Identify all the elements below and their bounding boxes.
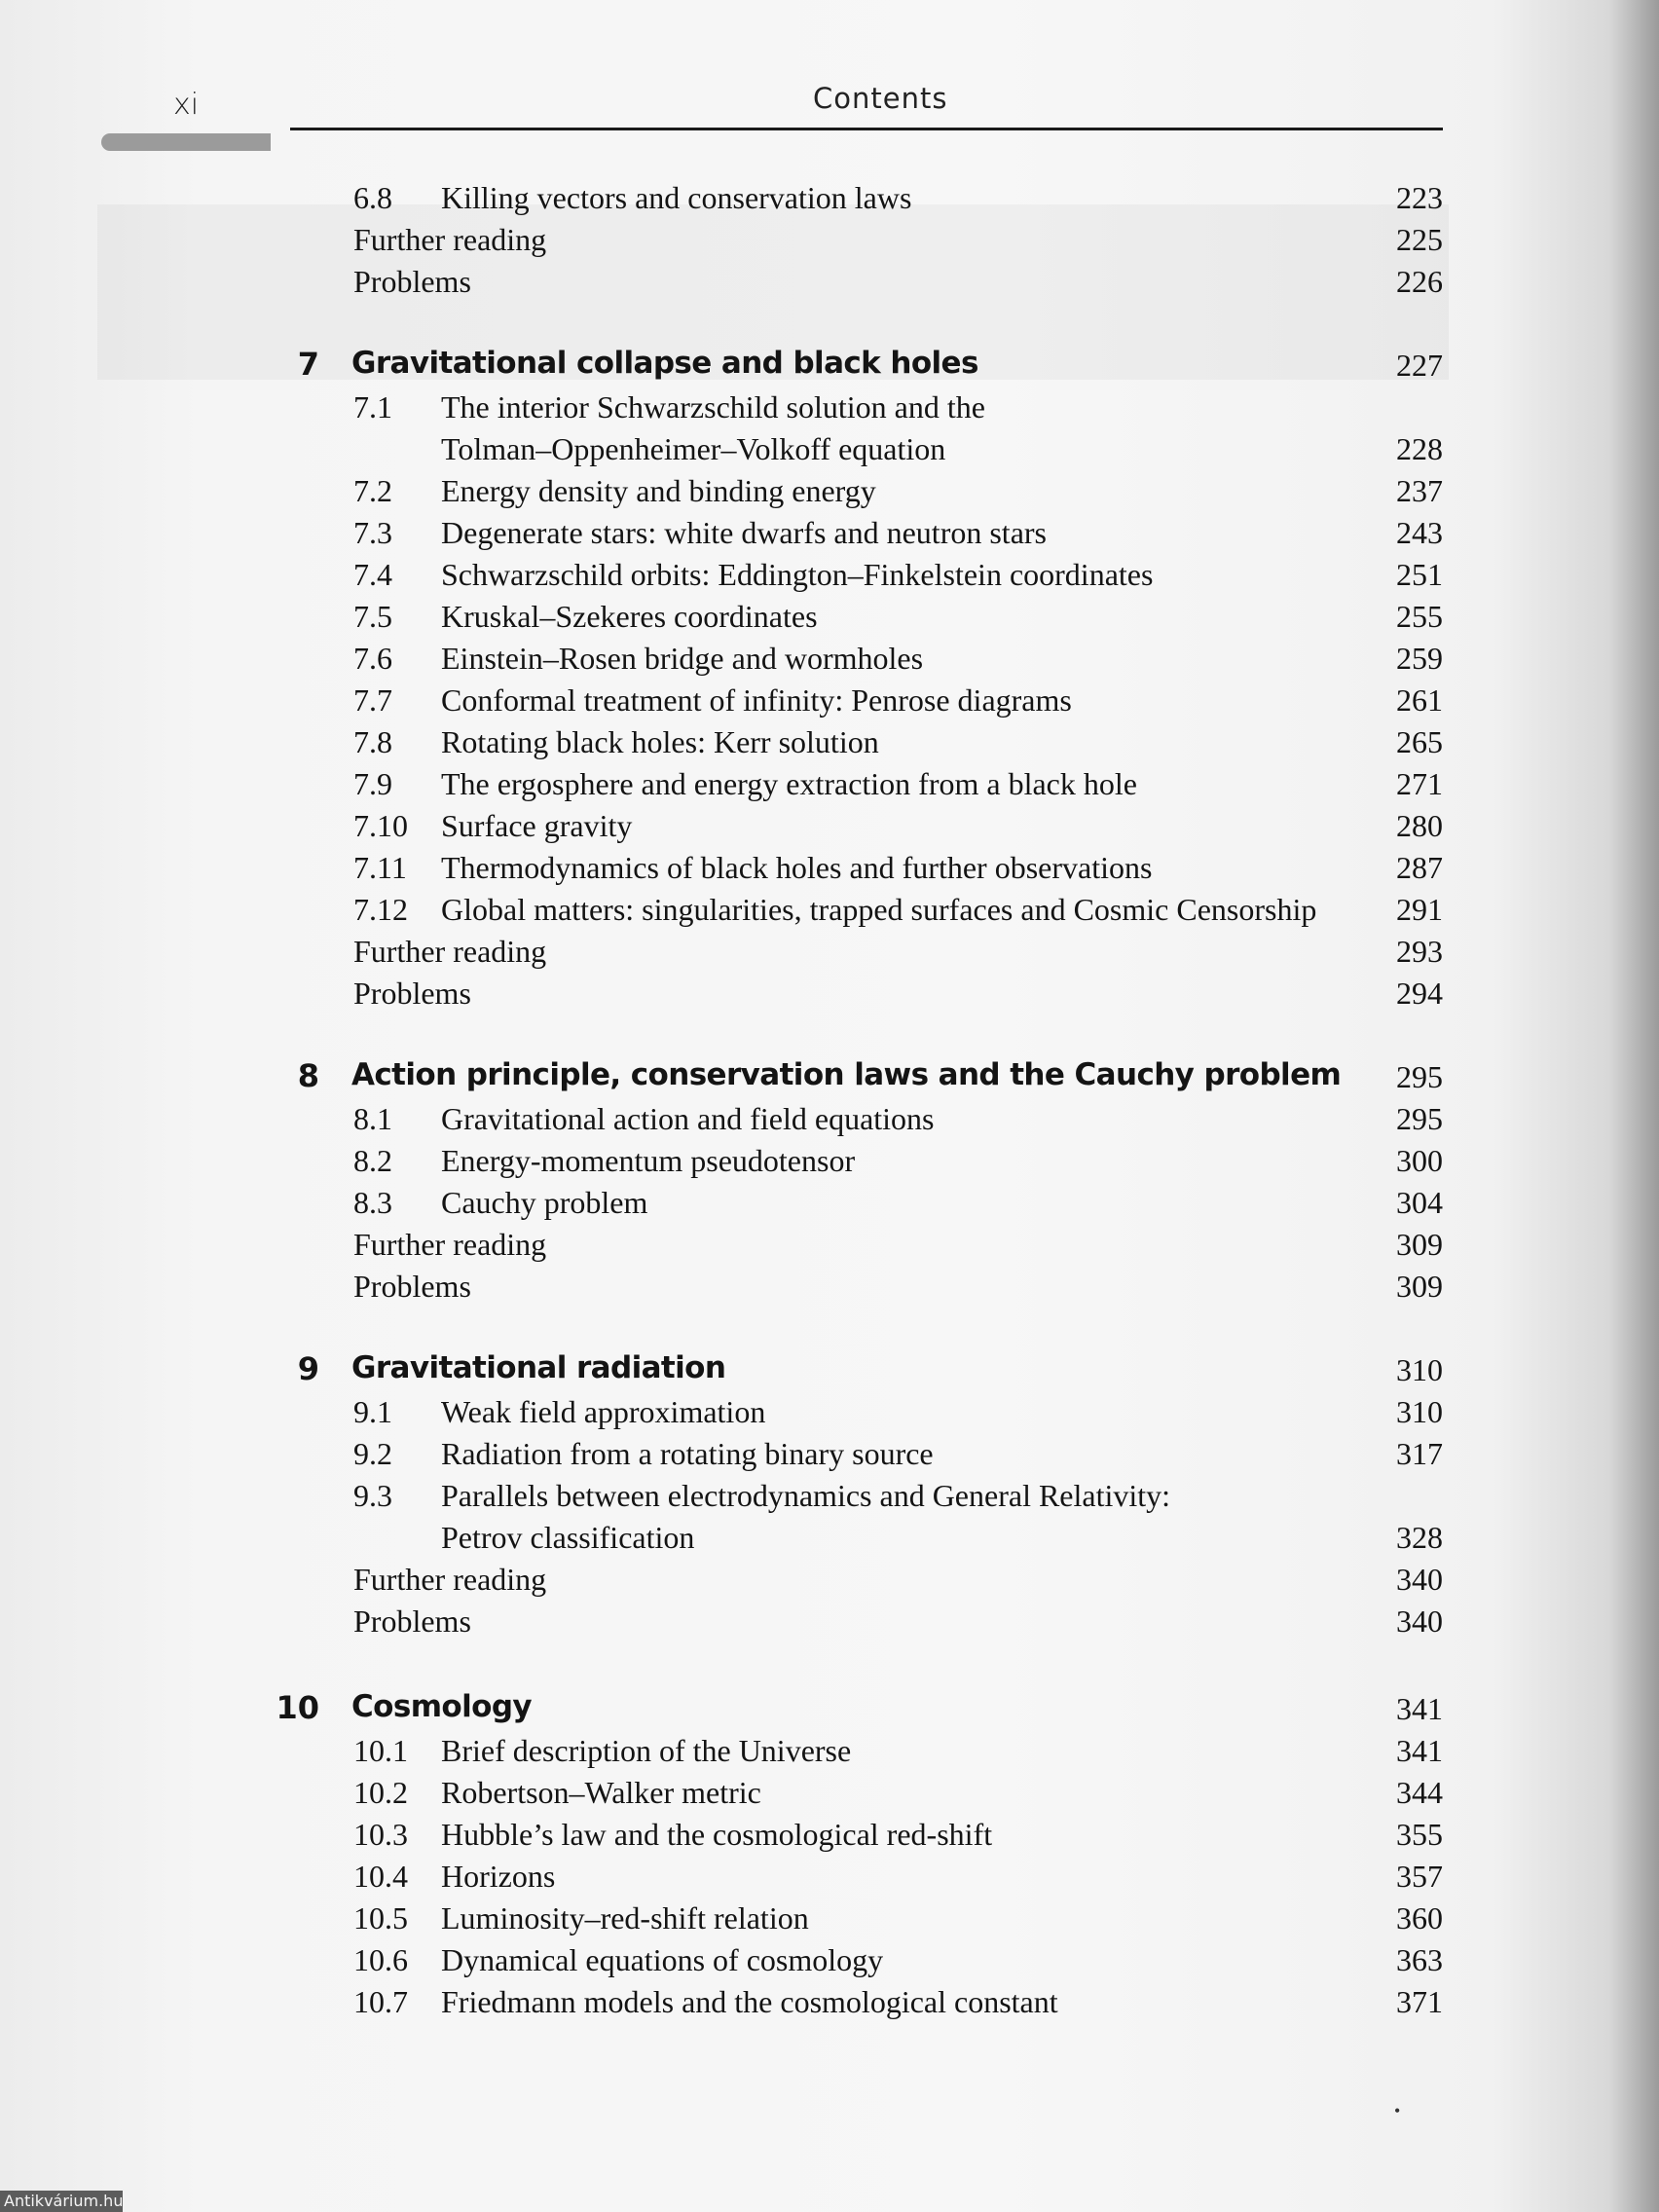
page-number: 363: [1396, 1942, 1443, 1977]
toc-backmatter-entry: [0, 1269, 1659, 1308]
page-number: 341: [1396, 1691, 1443, 1726]
page-number: 237: [1396, 473, 1443, 508]
toc-section-entry: [0, 473, 1659, 512]
page-number: 261: [1396, 682, 1443, 718]
toc-backmatter-entry: [0, 1604, 1659, 1642]
page-number: 371: [1396, 1984, 1443, 2019]
section-number: 10.1: [353, 1733, 408, 1768]
header-tab-marker: [101, 133, 271, 151]
entry-title: Further reading: [353, 934, 547, 969]
toc-section-entry: [0, 1817, 1659, 1856]
entry-title: Robertson–Walker metric: [441, 1775, 761, 1810]
toc-section-entry: [0, 1984, 1659, 2023]
entry-title: Thermodynamics of black holes and further observations: [441, 850, 1153, 885]
entry-title: Petrov classification: [441, 1520, 695, 1555]
entry-title: Parallels between electrodynamics and General Relativity:: [441, 1478, 1171, 1513]
toc-section-entry: [0, 599, 1659, 638]
entry-title: Radiation from a rotating binary source: [441, 1436, 934, 1471]
toc-section-entry: [0, 515, 1659, 554]
chapter-number: 10: [276, 1689, 319, 1726]
page-number: 344: [1396, 1775, 1443, 1810]
page-number: 293: [1396, 934, 1443, 969]
page-number: 295: [1396, 1101, 1443, 1136]
page-number: 225: [1396, 222, 1443, 257]
page-number: 271: [1396, 766, 1443, 801]
section-number: 8.1: [353, 1101, 392, 1136]
toc-section-entry: [0, 431, 1659, 470]
page-number: 357: [1396, 1859, 1443, 1894]
chapter-title: Gravitational radiation: [351, 1350, 726, 1385]
toc-section-entry: [0, 180, 1659, 219]
toc-section-entry: [0, 1733, 1659, 1772]
toc-backmatter-entry: [0, 934, 1659, 973]
toc-chapter-entry: [0, 1691, 1659, 1730]
toc-section-entry: [0, 1101, 1659, 1140]
page-number: 243: [1396, 515, 1443, 550]
section-number: 7.6: [353, 641, 392, 676]
section-number: 7.3: [353, 515, 392, 550]
entry-title: Luminosity–red-shift relation: [441, 1900, 809, 1936]
entry-title: The ergosphere and energy extraction from a black hole: [441, 766, 1137, 801]
entry-title: Rotating black holes: Kerr solution: [441, 724, 879, 759]
page-number: 300: [1396, 1143, 1443, 1178]
page-number: 355: [1396, 1817, 1443, 1852]
toc-chapter-entry: [0, 1352, 1659, 1391]
entry-title: Problems: [353, 1269, 471, 1304]
section-number: 9.3: [353, 1478, 392, 1513]
toc-section-entry: [0, 682, 1659, 721]
section-number: 7.9: [353, 766, 392, 801]
section-number: 10.2: [353, 1775, 408, 1810]
section-number: 7.2: [353, 473, 392, 508]
entry-title: Gravitational action and field equations: [441, 1101, 935, 1136]
toc-section-entry: [0, 389, 1659, 428]
section-number: 9.2: [353, 1436, 392, 1471]
page-folio: xi: [173, 88, 200, 122]
toc-backmatter-entry: [0, 976, 1659, 1014]
page-number: 265: [1396, 724, 1443, 759]
section-number: 10.3: [353, 1817, 408, 1852]
toc-section-entry: [0, 1520, 1659, 1559]
section-number: 7.4: [353, 557, 392, 592]
toc-backmatter-entry: [0, 222, 1659, 261]
section-number: 7.7: [353, 682, 392, 718]
entry-title: Horizons: [441, 1859, 556, 1894]
entry-title: Hubble’s law and the cosmological red-shift: [441, 1817, 993, 1852]
toc-chapter-entry: [0, 348, 1659, 387]
page-number: 255: [1396, 599, 1443, 634]
chapter-title: Action principle, conservation laws and the Cauchy problem: [351, 1057, 1342, 1092]
section-number: 7.1: [353, 389, 392, 424]
toc-section-entry: [0, 1900, 1659, 1939]
entry-title: Problems: [353, 976, 471, 1011]
section-number: 8.2: [353, 1143, 392, 1178]
section-number: 10.4: [353, 1859, 408, 1894]
toc-section-entry: [0, 1394, 1659, 1433]
watermark: Antikvárium.hu: [0, 2191, 123, 2212]
page-number: 280: [1396, 808, 1443, 843]
chapter-title: Gravitational collapse and black holes: [351, 346, 978, 381]
toc-section-entry: [0, 641, 1659, 680]
page-number: 259: [1396, 641, 1443, 676]
toc-section-entry: [0, 1185, 1659, 1224]
page-number: 341: [1396, 1733, 1443, 1768]
section-number: 7.12: [353, 892, 408, 927]
section-number: 7.11: [353, 850, 407, 885]
chapter-number: 7: [297, 346, 319, 383]
chapter-number: 8: [297, 1057, 319, 1094]
entry-title: Schwarzschild orbits: Eddington–Finkelstein coordinates: [441, 557, 1154, 592]
entry-title: Cauchy problem: [441, 1185, 648, 1220]
section-number: 7.5: [353, 599, 392, 634]
stray-mark: •: [1394, 2101, 1401, 2120]
toc-section-entry: [0, 850, 1659, 889]
section-number: 7.8: [353, 724, 392, 759]
page-number: 287: [1396, 850, 1443, 885]
entry-title: Problems: [353, 1604, 471, 1639]
toc-backmatter-entry: [0, 1562, 1659, 1601]
page-number: 223: [1396, 180, 1443, 215]
entry-title: Degenerate stars: white dwarfs and neutron stars: [441, 515, 1047, 550]
page-number: 294: [1396, 976, 1443, 1011]
toc-section-entry: [0, 766, 1659, 805]
entry-title: Kruskal–Szekeres coordinates: [441, 599, 818, 634]
page-number: 309: [1396, 1227, 1443, 1262]
entry-title: The interior Schwarzschild solution and the: [441, 389, 985, 424]
entry-title: Einstein–Rosen bridge and wormholes: [441, 641, 924, 676]
toc-section-entry: [0, 892, 1659, 931]
toc-section-entry: [0, 1478, 1659, 1517]
section-number: 10.7: [353, 1984, 408, 2019]
page-number: 340: [1396, 1604, 1443, 1639]
entry-title: Further reading: [353, 1227, 547, 1262]
toc-section-entry: [0, 1436, 1659, 1475]
entry-title: Friedmann models and the cosmological constant: [441, 1984, 1058, 2019]
page-number: 360: [1396, 1900, 1443, 1936]
section-number: 7.10: [353, 808, 408, 843]
page-number: 227: [1396, 348, 1443, 383]
running-head-title: Contents: [813, 82, 948, 115]
toc-backmatter-entry: [0, 264, 1659, 303]
page-number: 291: [1396, 892, 1443, 927]
page-number: 328: [1396, 1520, 1443, 1555]
section-number: 8.3: [353, 1185, 392, 1220]
entry-title: Energy-momentum pseudotensor: [441, 1143, 856, 1178]
entry-title: Tolman–Oppenheimer–Volkoff equation: [441, 431, 946, 466]
entry-title: Killing vectors and conservation laws: [441, 180, 912, 215]
entry-title: Conformal treatment of infinity: Penrose diagrams: [441, 682, 1072, 718]
toc-section-entry: [0, 557, 1659, 596]
page-number: 251: [1396, 557, 1443, 592]
page-number: 310: [1396, 1352, 1443, 1387]
page-number: 295: [1396, 1059, 1443, 1094]
toc-section-entry: [0, 1859, 1659, 1898]
section-number: 9.1: [353, 1394, 392, 1429]
page-number: 310: [1396, 1394, 1443, 1429]
entry-title: Global matters: singularities, trapped surfaces and Cosmic Censorship: [441, 892, 1317, 927]
page-number: 304: [1396, 1185, 1443, 1220]
section-number: 10.5: [353, 1900, 408, 1936]
entry-title: Brief description of the Universe: [441, 1733, 852, 1768]
entry-title: Further reading: [353, 1562, 547, 1597]
page-number: 317: [1396, 1436, 1443, 1471]
toc-backmatter-entry: [0, 1227, 1659, 1266]
toc-section-entry: [0, 1143, 1659, 1182]
chapter-number: 9: [297, 1350, 319, 1387]
chapter-title: Cosmology: [351, 1689, 533, 1724]
toc-chapter-entry: [0, 1059, 1659, 1098]
entry-title: Weak field approximation: [441, 1394, 766, 1429]
entry-title: Energy density and binding energy: [441, 473, 876, 508]
entry-title: Problems: [353, 264, 471, 299]
toc-section-entry: [0, 1942, 1659, 1981]
section-number: 6.8: [353, 180, 392, 215]
toc-section-entry: [0, 808, 1659, 847]
page-number: 309: [1396, 1269, 1443, 1304]
entry-title: Surface gravity: [441, 808, 633, 843]
entry-title: Dynamical equations of cosmology: [441, 1942, 884, 1977]
section-number: 10.6: [353, 1942, 408, 1977]
page-number: 340: [1396, 1562, 1443, 1597]
toc-section-entry: [0, 724, 1659, 763]
entry-title: Further reading: [353, 222, 547, 257]
page-number: 226: [1396, 264, 1443, 299]
toc-section-entry: [0, 1775, 1659, 1814]
page-number: 228: [1396, 431, 1443, 466]
header-rule: [290, 128, 1443, 130]
